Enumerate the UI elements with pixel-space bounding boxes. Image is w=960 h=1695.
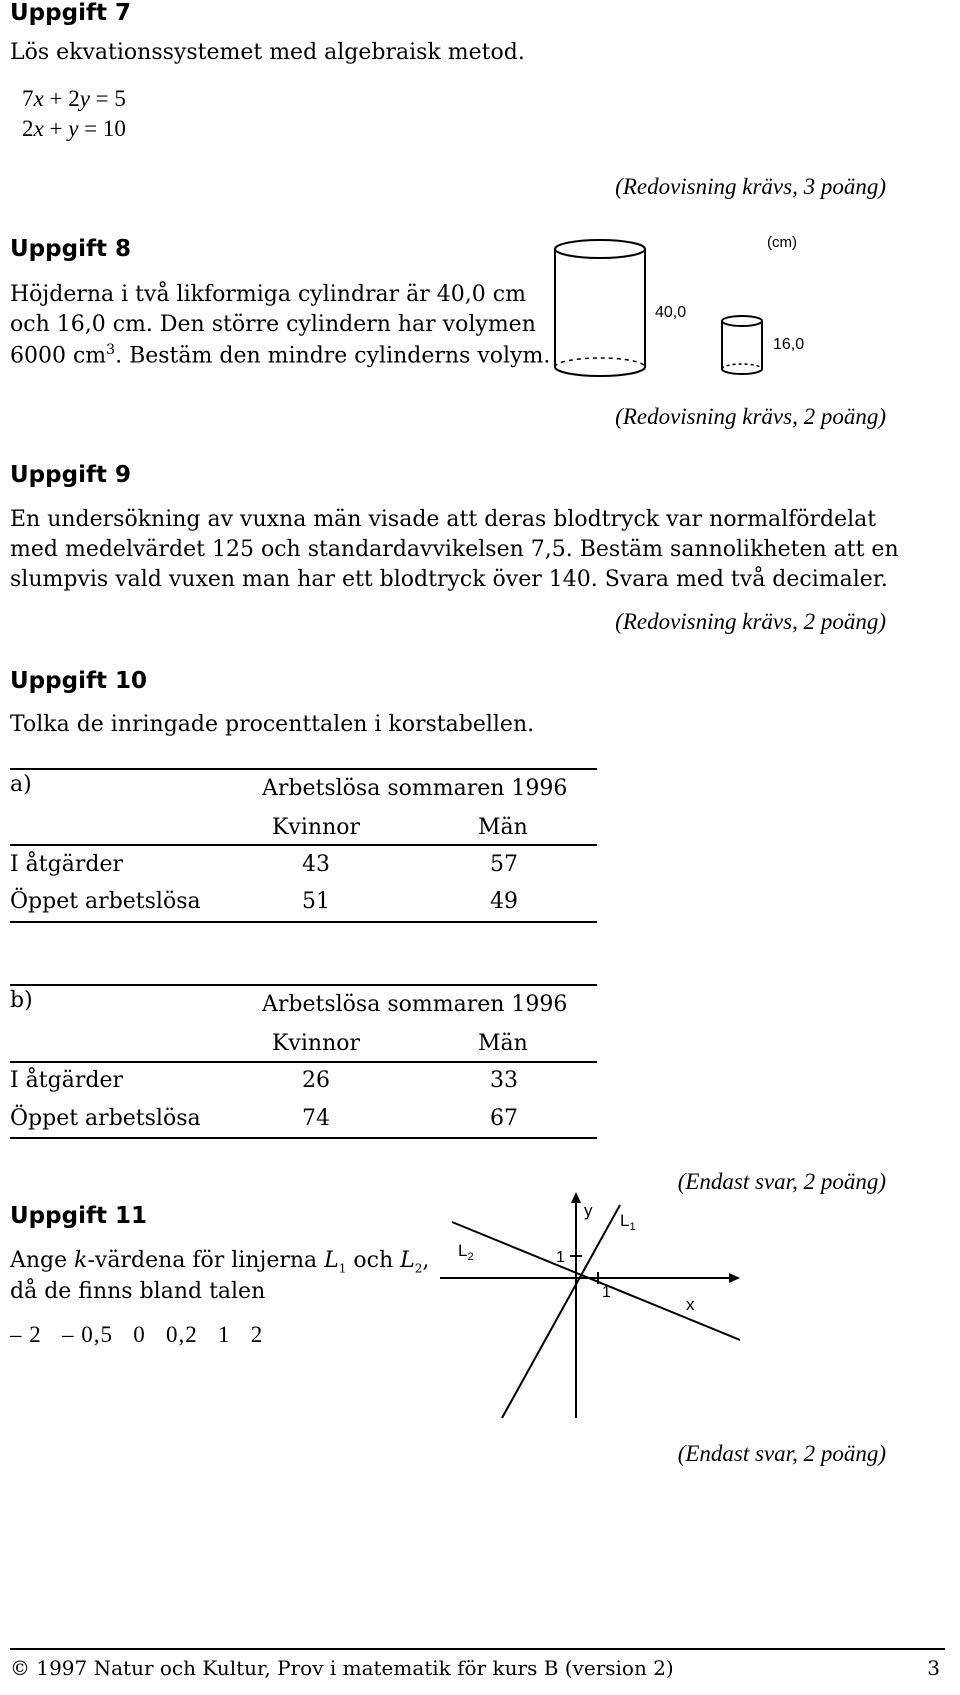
task8-line-3: 6000 $cm^3$. Bestäm den mindre cylinderns volym.: [10, 342, 551, 369]
small-cylinder: [722, 316, 762, 374]
table-rule: [10, 844, 597, 846]
task11-score-bottom: (Endast svar, 2 poäng): [677, 1441, 886, 1466]
task8-score: (Redovisning krävs, 2 poäng): [615, 404, 886, 429]
task7-score: (Redovisning krävs, 3 poäng): [615, 174, 886, 199]
table-cell: 49: [490, 889, 518, 914]
table-rule: [10, 768, 597, 770]
row-label: I åtgärder: [10, 852, 123, 877]
column-header-men: Män: [478, 815, 528, 840]
label-L2: $L_2$: [458, 1241, 474, 1263]
table-cell: 33: [490, 1068, 518, 1093]
task7-equation-2: 2x + y = 10: [22, 116, 126, 141]
lines-graph: [440, 1190, 740, 1420]
task10-prompt: Tolka de inringade procenttalen i korstabellen.: [10, 712, 535, 737]
table-title: Arbetslösa sommaren 1996: [262, 776, 568, 801]
task7-prompt: Lös ekvationssystemet med algebraisk metod.: [10, 40, 525, 65]
task9-heading: Uppgift 9: [10, 462, 131, 488]
task11-line-1: Ange k-värdena för linjerna $L_1$ och $L_2$,: [10, 1248, 430, 1276]
task7-equation-1: 7x + 2y = 5: [22, 86, 126, 111]
page-number: 3: [927, 1656, 940, 1680]
row-label: I åtgärder: [10, 1068, 123, 1093]
task9-line-3: slumpvis vald vuxen man har ett blodtryck över 140. Svara med två decimaler.: [10, 567, 888, 592]
footer-rule: [10, 1648, 945, 1650]
large-cylinder-height: 40,0: [655, 304, 687, 321]
label-L1: $L_1$: [620, 1211, 636, 1233]
table-cell: 51: [302, 889, 330, 914]
large-cylinder: [555, 240, 645, 376]
small-cylinder-height: 16,0: [773, 336, 805, 353]
row-label: Öppet arbetslösa: [10, 889, 201, 914]
table-label: a): [10, 772, 32, 797]
task9-score: (Redovisning krävs, 2 poäng): [615, 609, 886, 634]
table-cell: 26: [302, 1068, 330, 1093]
y-axis-arrow: [571, 1192, 581, 1203]
cylinders-figure: [545, 225, 835, 395]
task11-values: – 2 – 0,5 0 0,2 1 2: [10, 1322, 264, 1347]
table-cell: 74: [302, 1106, 330, 1131]
table-label: b): [10, 988, 33, 1013]
x-tick-label: 1: [602, 1284, 611, 1301]
y-tick-label: 1: [556, 1249, 565, 1266]
task9-line-2: med medelvärdet 125 och standardavvikelsen 7,5. Bestäm sannolikheten att en: [10, 537, 899, 562]
column-header-men: Män: [478, 1031, 528, 1056]
table-rule: [10, 921, 597, 923]
x-axis-arrow: [729, 1273, 740, 1283]
table-rule: [10, 984, 597, 986]
task9-line-1: En undersökning av vuxna män visade att deras blodtryck var normalfördelat: [10, 507, 877, 532]
task11-line-2: då de finns bland talen: [10, 1279, 266, 1304]
task7-heading: Uppgift 7: [10, 0, 131, 26]
line-L1: [502, 1205, 620, 1418]
y-axis-label: y: [584, 1201, 593, 1220]
table-cell: 43: [302, 852, 330, 877]
column-header-women: Kvinnor: [272, 815, 360, 840]
table-cell: 57: [490, 852, 518, 877]
task10-heading: Uppgift 10: [10, 668, 147, 694]
unit-label: (cm): [767, 234, 797, 251]
task8-heading: Uppgift 8: [10, 236, 131, 262]
row-label: Öppet arbetslösa: [10, 1106, 201, 1131]
table-cell: 67: [490, 1106, 518, 1131]
table-rule: [10, 1137, 597, 1139]
x-axis-label: x: [686, 1295, 695, 1314]
task8-line-1: Höjderna i två likformiga cylindrar är 40,0 cm: [10, 282, 526, 307]
line-L2: [452, 1222, 740, 1340]
task11-heading: Uppgift 11: [10, 1203, 147, 1229]
table-title: Arbetslösa sommaren 1996: [262, 992, 568, 1017]
footer-copyright: © 1997 Natur och Kultur, Prov i matematik för kurs B (version 2): [10, 1656, 674, 1680]
table-rule: [10, 1061, 597, 1063]
column-header-women: Kvinnor: [272, 1031, 360, 1056]
task8-line-2: och 16,0 cm. Den större cylindern har volymen: [10, 312, 536, 337]
task11-score-top: (Endast svar, 2 poäng): [677, 1169, 886, 1194]
